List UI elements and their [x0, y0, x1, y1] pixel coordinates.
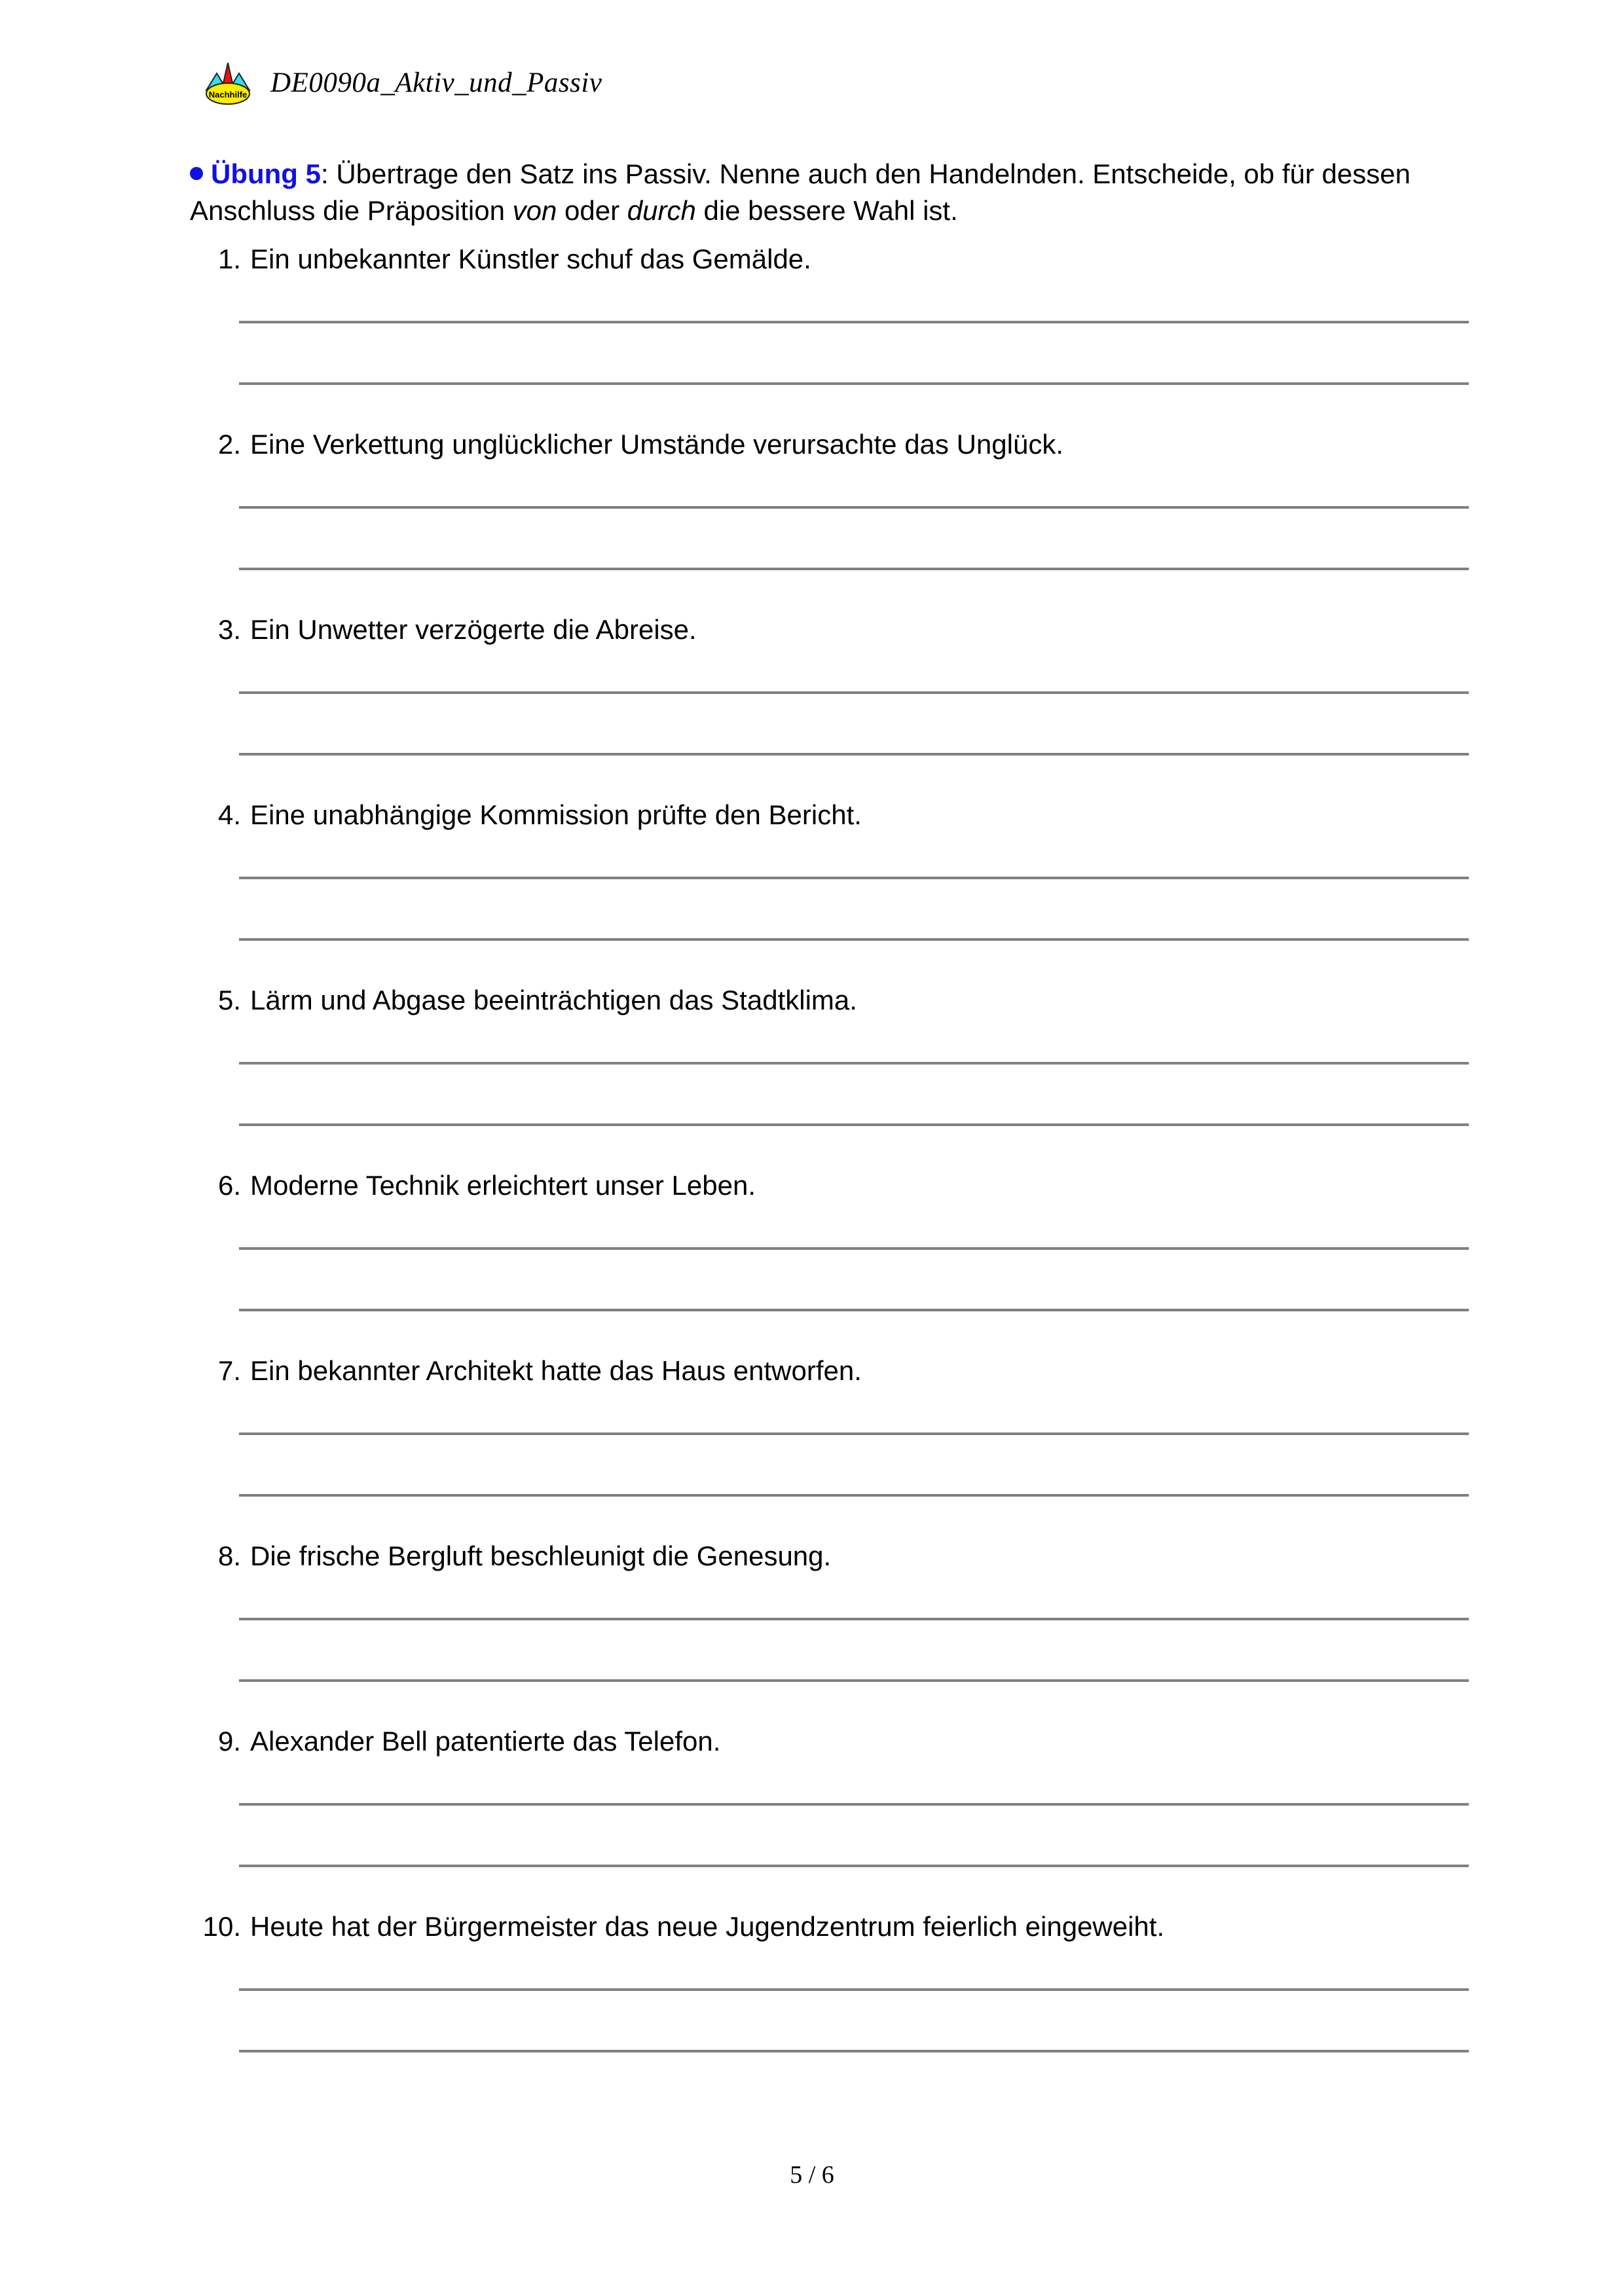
- answer-line[interactable]: [239, 1123, 1469, 1126]
- item-number: 5.: [217, 985, 241, 1015]
- exercise-item: [0, 614, 1624, 799]
- answer-line[interactable]: [239, 1865, 1469, 1867]
- item-number: 4.: [217, 799, 241, 830]
- answer-line[interactable]: [239, 1309, 1469, 1311]
- answer-line[interactable]: [239, 382, 1469, 385]
- answer-line[interactable]: [239, 1062, 1469, 1065]
- item-number: 10.: [202, 1911, 241, 1942]
- page-indicator: 5 / 6: [790, 2161, 834, 2189]
- item-number: 6.: [217, 1170, 241, 1201]
- exercise-item-list: [0, 244, 1624, 2096]
- answer-line[interactable]: [239, 2050, 1469, 2052]
- exercise-instruction-durch: durch: [627, 194, 696, 226]
- answer-line[interactable]: [239, 938, 1469, 941]
- page-title: DE0090a_Aktiv_und_Passiv: [270, 67, 602, 98]
- answer-line[interactable]: [239, 877, 1469, 879]
- answer-line[interactable]: [239, 506, 1469, 509]
- item-number: 7.: [217, 1355, 241, 1386]
- exercise-item: [0, 799, 1624, 985]
- exercise-item: [0, 1355, 1624, 1540]
- page-footer: [0, 2160, 1624, 2189]
- exercise-instruction-part3: die bessere Wahl ist.: [695, 194, 958, 226]
- answer-line[interactable]: [239, 1803, 1469, 1806]
- item-number: 3.: [217, 614, 241, 645]
- item-sentence: Ein Unwetter verzögerte die Abreise.: [250, 614, 697, 645]
- item-sentence: Eine unabhängige Kommission prüfte den Bericht.: [250, 799, 862, 830]
- exercise-instruction-part1: Übertrage den Satz ins Passiv. Nenne auch den Handelnden. Entscheide, ob für dessen Anschluss die Präposition: [190, 158, 1411, 226]
- exercise-item: [0, 429, 1624, 614]
- exercise-heading: [190, 156, 1493, 229]
- exercise-item: [0, 244, 1624, 429]
- item-sentence: Alexander Bell patentierte das Telefon.: [250, 1726, 721, 1757]
- item-sentence: Ein unbekannter Künstler schuf das Gemälde.: [250, 244, 811, 274]
- logo-text: Nachhilfe: [208, 90, 248, 100]
- exercise-item-header: [0, 244, 1624, 275]
- nachhilfe-mountain-logo-icon: [200, 58, 256, 107]
- exercise-item-header: [0, 614, 1624, 646]
- exercise-instruction-von: von: [512, 194, 557, 226]
- bullet-dot-icon: [190, 167, 203, 180]
- item-sentence: Moderne Technik erleichtert unser Leben.: [250, 1170, 756, 1201]
- item-number: 9.: [217, 1726, 241, 1757]
- exercise-item-header: [0, 1355, 1624, 1387]
- exercise-item-header: [0, 429, 1624, 460]
- answer-line[interactable]: [239, 568, 1469, 570]
- exercise-item: [0, 1170, 1624, 1355]
- item-number: 1.: [217, 244, 241, 274]
- answer-line[interactable]: [239, 691, 1469, 694]
- item-sentence: Ein bekannter Architekt hatte das Haus entworfen.: [250, 1355, 862, 1386]
- exercise-item: [0, 1540, 1624, 1726]
- exercise-item-header: [0, 1170, 1624, 1201]
- answer-line[interactable]: [239, 1247, 1469, 1250]
- exercise-item: [0, 1726, 1624, 1911]
- item-number: 8.: [217, 1540, 241, 1571]
- item-sentence: Eine Verkettung unglücklicher Umstände verursachte das Unglück.: [250, 429, 1063, 460]
- exercise-item-header: [0, 1911, 1624, 1942]
- exercise-instruction-part2: oder: [557, 194, 627, 226]
- answer-line[interactable]: [239, 1679, 1469, 1682]
- answer-line[interactable]: [239, 1988, 1469, 1991]
- exercise-label: Übung 5: [211, 158, 321, 189]
- exercise-item: [0, 1911, 1624, 2096]
- item-sentence: Lärm und Abgase beeinträchtigen das Stadtklima.: [250, 985, 857, 1015]
- answer-line[interactable]: [239, 1432, 1469, 1435]
- exercise-item: [0, 985, 1624, 1170]
- item-sentence: Die frische Bergluft beschleunigt die Genesung.: [250, 1540, 832, 1571]
- exercise-item-header: [0, 1540, 1624, 1572]
- exercise-colon: :: [320, 158, 329, 189]
- exercise-item-header: [0, 1726, 1624, 1757]
- answer-line[interactable]: [239, 753, 1469, 756]
- answer-line[interactable]: [239, 321, 1469, 323]
- exercise-item-header: [0, 985, 1624, 1016]
- answer-line[interactable]: [239, 1618, 1469, 1620]
- answer-line[interactable]: [239, 1494, 1469, 1497]
- document-header: [200, 58, 602, 107]
- item-number: 2.: [217, 429, 241, 460]
- item-sentence: Heute hat der Bürgermeister das neue Jugendzentrum feierlich eingeweiht.: [250, 1911, 1165, 1942]
- exercise-item-header: [0, 799, 1624, 831]
